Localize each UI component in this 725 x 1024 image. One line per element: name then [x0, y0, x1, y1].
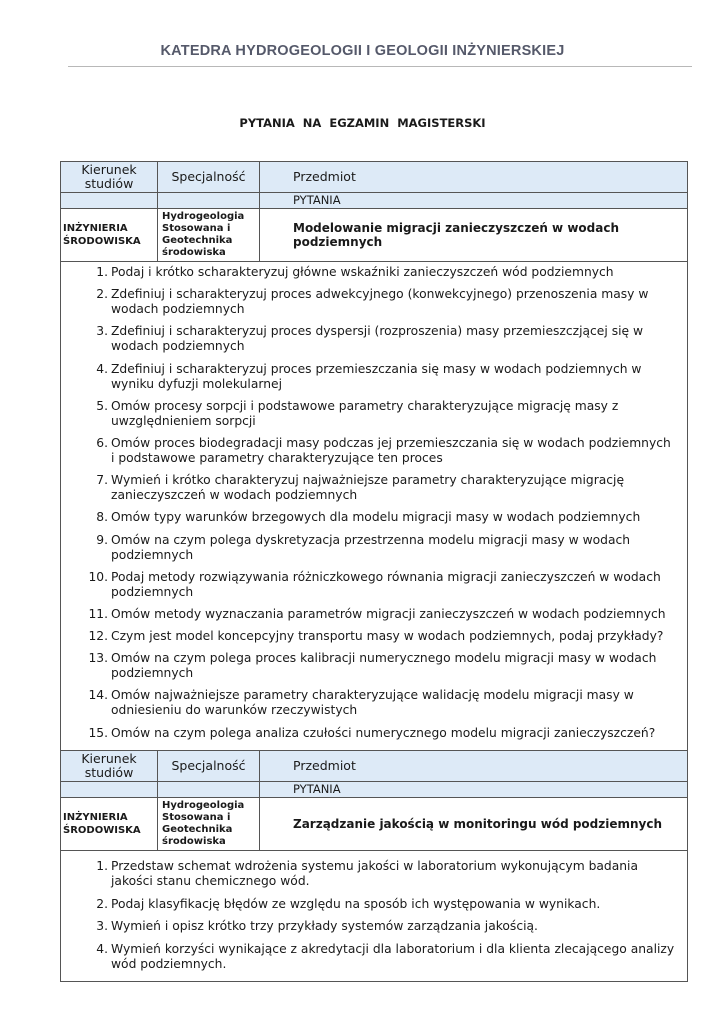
department-header: KATEDRA HYDROGEOLOGII I GEOLOGII INŻYNIERSKIEJ: [160, 43, 565, 59]
pytania-header: PYTANIA: [61, 193, 687, 209]
question-item: 13. Omów na czym polega proces kalibracji numerycznego modelu migracji masy w wodach podziemnych: [88, 651, 657, 681]
przedmiot-header: Przedmiot: [293, 758, 356, 773]
table-header-row: [61, 750, 687, 782]
question-item: 10. Podaj metody rozwiązywania różniczkowego równania migracji zanieczyszczeń w wodach podziemnych: [88, 569, 661, 599]
question-list: [61, 851, 687, 981]
question-item: 4. Wymień korzyści wynikające z akredytacji dla laboratorium i dla klienta zlecającego analizy wód podziemnych.: [96, 941, 675, 971]
question-item: 8. Omów typy warunków brzegowych dla modelu migracji masy w wodach podziemnych: [96, 510, 641, 525]
subject-table-1: [60, 161, 688, 753]
question-item: 1. Podaj i krótko scharakteryzuj główne wskaźniki zanieczyszczeń wód podziemnych: [96, 265, 614, 279]
question-item: 15. Omów na czym polega analiza czułości numerycznego modelu migracji zanieczyszczeń?: [88, 725, 656, 740]
kierunek-header: Kierunek studiów: [81, 751, 137, 780]
kierunek-value: INŻYNIERIA ŚRODOWISKA: [63, 812, 141, 836]
question-item: 7. Wymień i krótko charakteryzuj najważniejsze parametry charakteryzujące migrację zanieczyszczeń w wodach podziemnych: [96, 473, 625, 503]
question-item: 2. Zdefiniuj i scharakteryzuj proces adwekcyjnego (konwekcyjnego) przenoszenia masy w wodach podziemnych: [96, 287, 649, 317]
question-item: 9. Omów na czym polega dyskretyzacja przestrzenna modelu migracji masy w wodach podziemnych: [96, 532, 631, 562]
document-title: PYTANIA NA EGZAMIN MAGISTERSKI: [239, 116, 486, 130]
question-item: 1. Przedstaw schemat wdrożenia systemu jakości w laboratorium wykonującym badania jakości stanu chemicznego wód.: [96, 859, 639, 888]
kierunek-value: INŻYNIERIA ŚRODOWISKA: [63, 223, 141, 247]
question-item: 6. Omów proces biodegradacji masy podczas jej przemieszczania się w wodach podziemnych i podstawowe parametry charakteryzujące ten proces: [96, 435, 671, 465]
question-item: 11. Omów metody wyznaczania parametrów migracji zanieczyszczeń w wodach podziemnych: [88, 606, 666, 621]
specjalnosc-header: Specjalność: [171, 758, 246, 773]
subject-title: Zarządzanie jakością w monitoringu wód podziemnych: [293, 817, 663, 831]
pytania-header: PYTANIA: [61, 782, 687, 798]
question-item: 5. Omów procesy sorpcji i podstawowe parametry charakteryzujące migrację masy z uwzględnieniem sorpcji: [96, 398, 619, 428]
subject-info-row: [61, 209, 687, 262]
subject-info-row: [61, 798, 687, 851]
przedmiot-header: Przedmiot: [293, 169, 356, 184]
specjalnosc-value: Hydrogeologia Stosowana i Geotechnika środowiska: [162, 210, 245, 259]
question-item: 12. Czym jest model koncepcyjny transportu masy w wodach podziemnych, podaj przykłady?: [88, 629, 664, 644]
question-item: 3. Zdefiniuj i scharakteryzuj proces dyspersji (rozproszenia) masy przemieszczjącej się w wodach podziemnych: [96, 324, 644, 354]
question-list: [61, 262, 687, 752]
question-item: 4. Zdefiniuj i scharakteryzuj proces przemieszczania się masy w wodach podziemnych w wyniku dyfuzji molekularnej: [96, 361, 642, 391]
subject-title: Modelowanie migracji zanieczyszczeń w wodach podziemnych: [293, 221, 619, 249]
question-item: 2. Podaj klasyfikację błędów ze względu na sposób ich występowania w wynikach.: [96, 896, 601, 911]
question-item: 14. Omów najważniejsze parametry charakteryzujące walidację modelu migracji masy w odniesieniu do warunków rzeczywistych: [88, 688, 634, 718]
question-item: 3. Wymień i opisz krótko trzy przykłady systemów zarządzania jakością.: [96, 919, 538, 933]
table-header-row: [61, 161, 687, 193]
specjalnosc-value: Hydrogeologia Stosowana i Geotechnika środowiska: [162, 799, 245, 848]
kierunek-header: Kierunek studiów: [81, 162, 137, 191]
subject-table-2: [60, 750, 688, 982]
header-divider: [68, 66, 692, 67]
specjalnosc-header: Specjalność: [171, 169, 246, 184]
